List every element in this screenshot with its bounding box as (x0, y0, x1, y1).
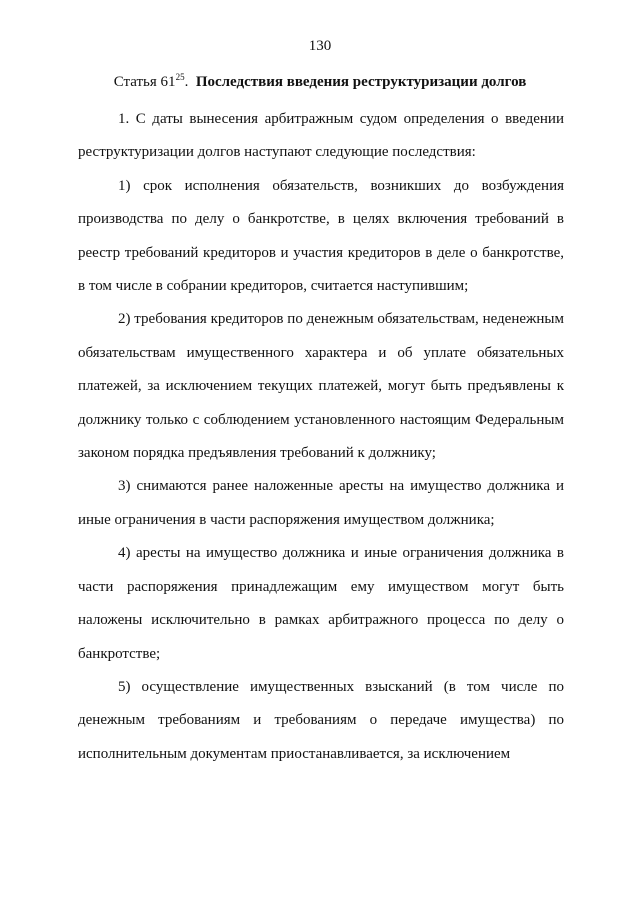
article-number-superscript: 25 (175, 72, 185, 82)
paragraph-item-1: 1) срок исполнения обязательств, возникших до возбуждения производства по делу о банкротстве, в целях включения требований в реестр требований кредиторов и участия кредиторов в деле о банкротстве, в том числе в собрании кредиторов, считается наступившим; (78, 177, 564, 295)
paragraph-item-3: 3) снимаются ранее наложенные аресты на имущество должника и иные ограничения в части распоряжения имуществом должника; (78, 478, 564, 528)
paragraph-item-2: 2) требования кредиторов по денежным обязательствам, неденежным обязательствам имущественного характера и об уплате обязательных платежей, за исключением текущих платежей, могут быть предъявлены к должнику только с соблюдением установленного настоящим Федеральным законом порядка предъявления требований к должнику; (78, 311, 564, 462)
article-heading (0, 72, 640, 91)
article-number: Статья 61 (113, 74, 176, 90)
article-number-dot: . (184, 74, 189, 90)
paragraph-item-4: 4) аресты на имущество должника и иные ограничения должника в части распоряжения принадлежащим ему имуществом могут быть наложены исключительно в рамках арбитражного процесса по делу о банкротстве; (78, 545, 564, 662)
article-title: Последствия введения реструктуризации долгов (195, 74, 527, 90)
page-number: 130 (308, 38, 332, 54)
paragraph-clause-1: 1. С даты вынесения арбитражным судом определения о введении реструктуризации долгов наступают следующие последствия: (78, 111, 564, 161)
paragraph-item-5: 5) осуществление имущественных взысканий (в том числе по денежным требованиям и требованиям о передаче имущества) по исполнительным документам приостанавливается, за исключением (78, 678, 564, 762)
article-body (78, 103, 564, 771)
